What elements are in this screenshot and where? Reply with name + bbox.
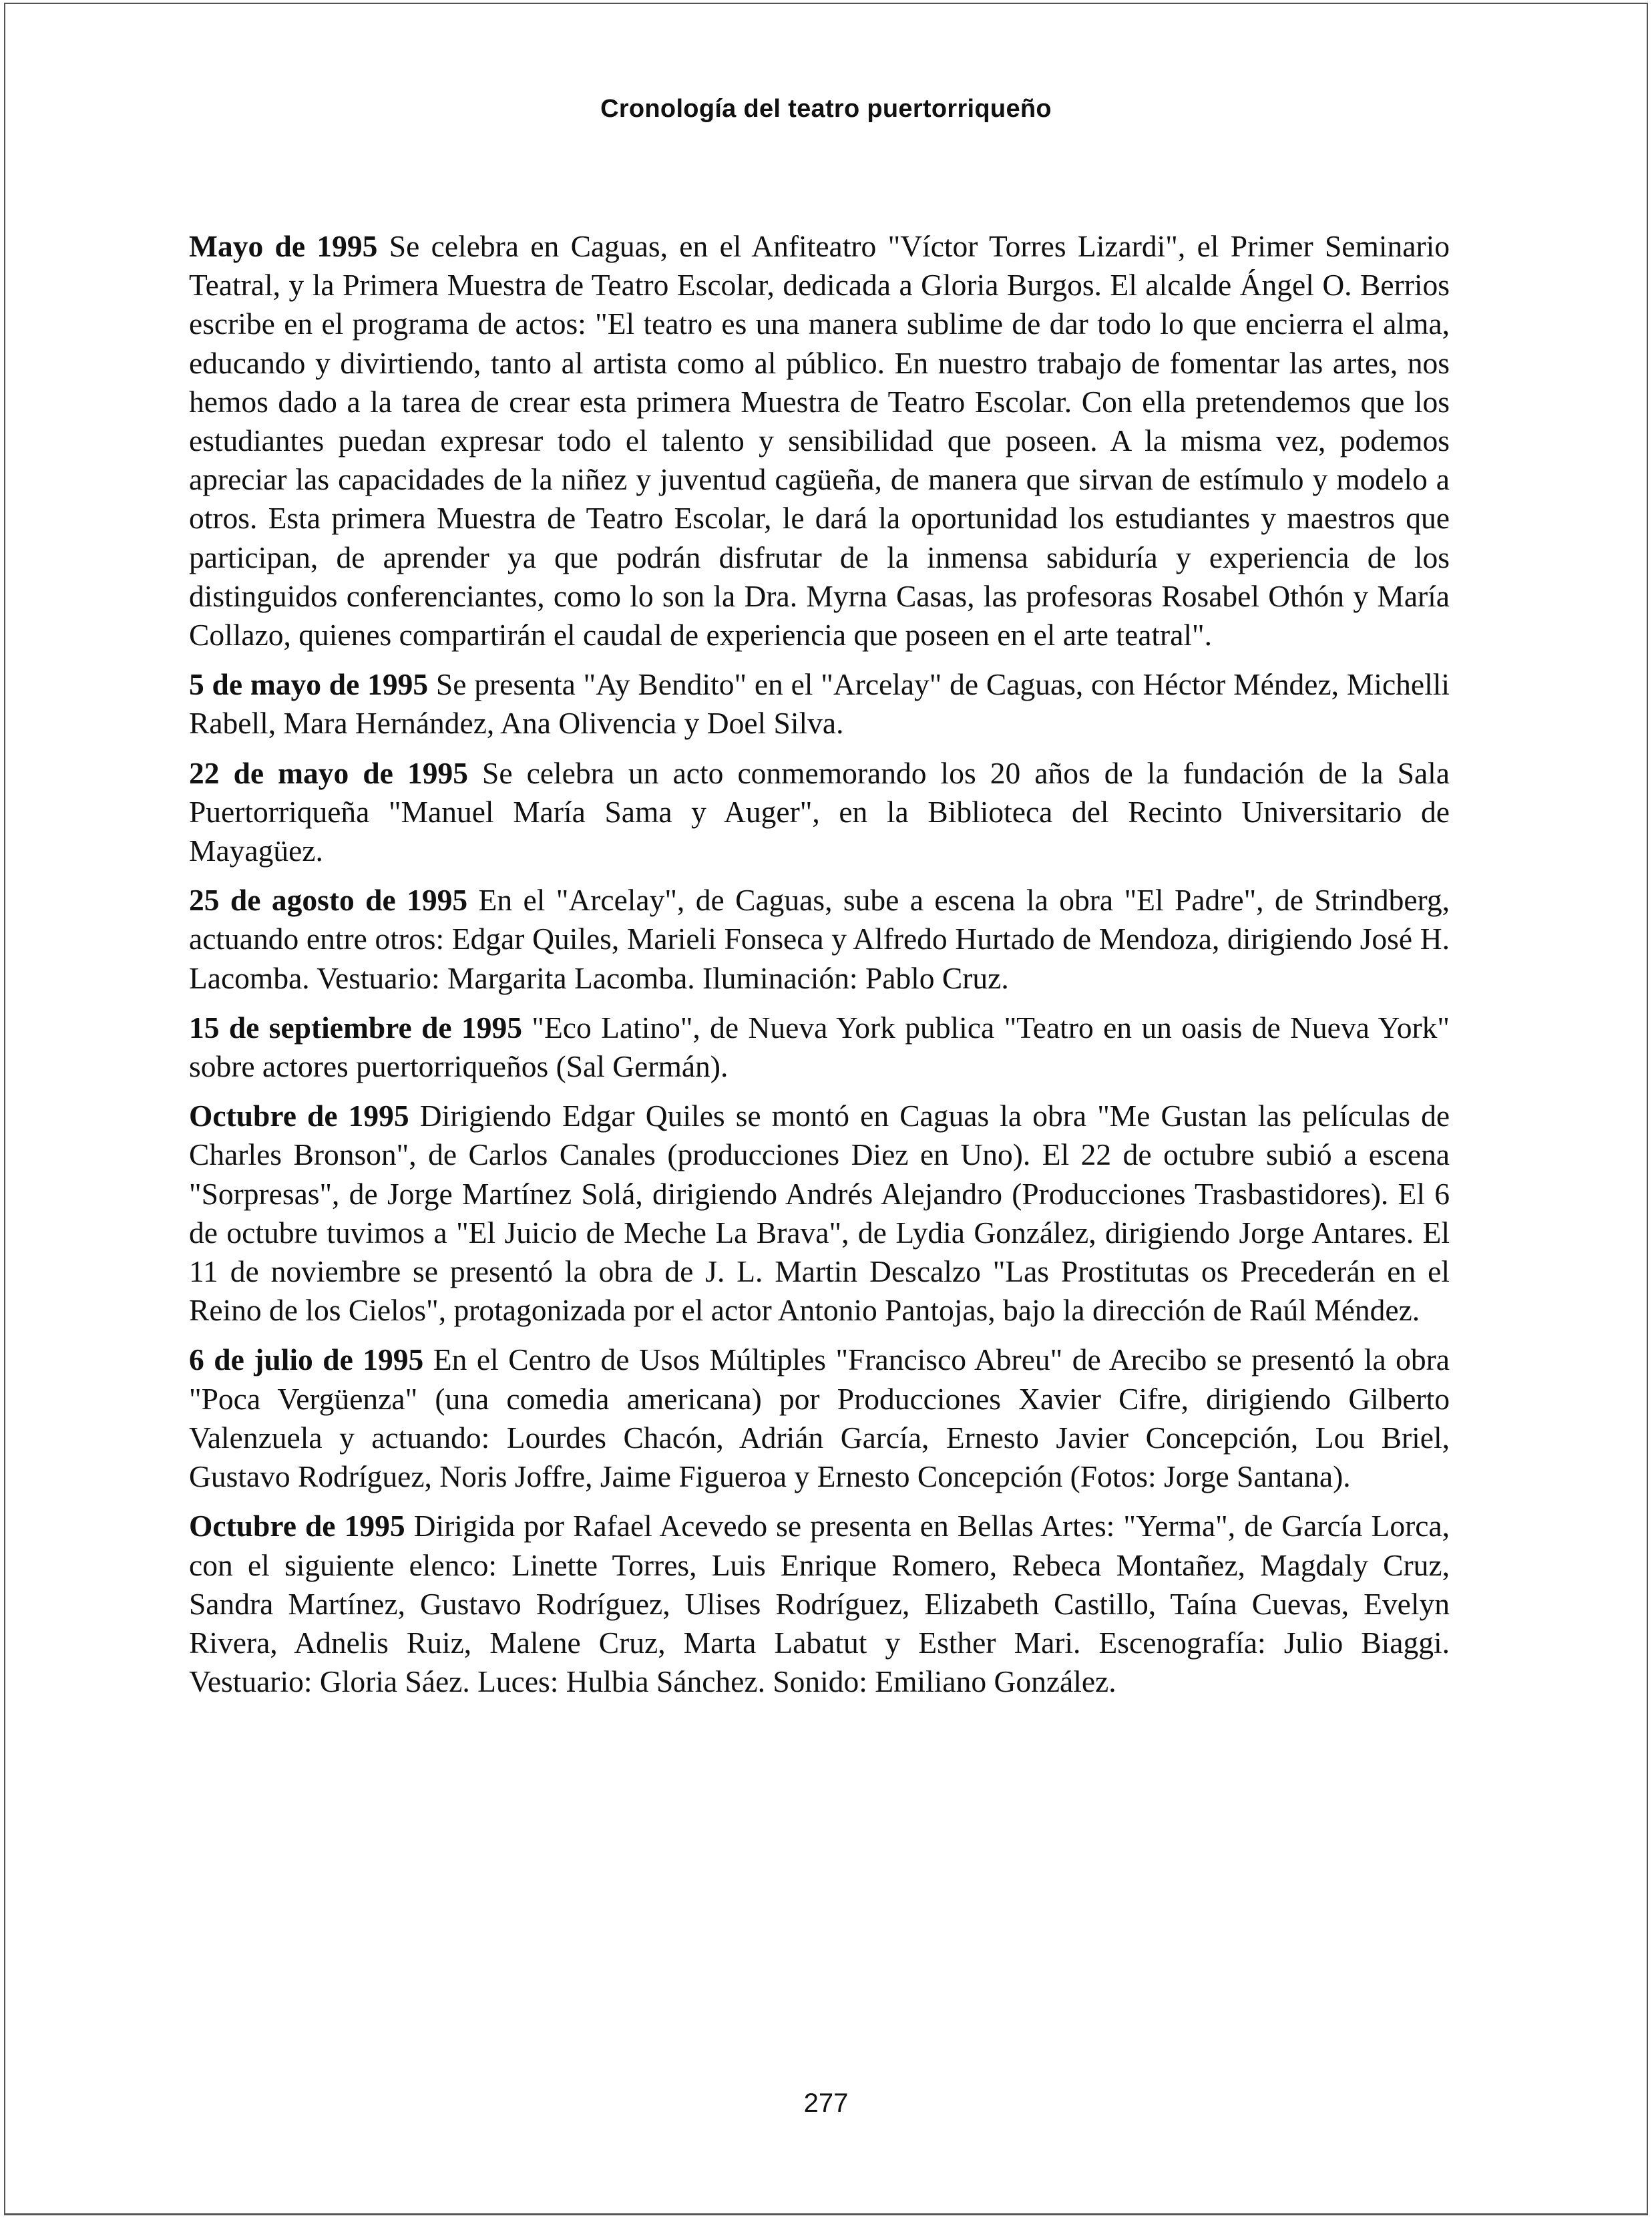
entry-date: Octubre de 1995 — [189, 1509, 405, 1543]
entry-text: Se celebra en Caguas, en el Anfiteatro "Víctor Torres Lizardi", el Primer Seminario Teatral, y la Primera Muestra de Teatro Escolar, dedicada a Gloria Burgos. El alcalde Ángel O. Berrios escribe en el programa de actos: "El teatro es una manera sublime de dar todo lo que encierra el alma, educando y divirtiendo, tanto al artista como al público. En nuestro trabajo de fomentar las artes, nos hemos dado a la tarea de crear esta primera Muestra de Teatro Escolar. Con ella pretendemos que los estudiantes puedan expresar todo el talento y sensibilidad que poseen. A la misma vez, podemos apreciar las capacidades de la niñez y juventud cagüeña, de manera que sirvan de estímulo y modelo a otros. Esta primera Muestra de Teatro Escolar, le dará la oportunidad los estudiantes y maestros que participan, de aprender ya que podrán disfrutar de la inmensa sabiduría y experiencia de los distinguidos conferenciantes, como lo son la Dra. Myrna Casas, las profesoras Rosabel Othón y María Collazo, quienes compartirán el caudal de experiencia que poseen en el arte teatral". — [189, 229, 1450, 653]
chronology-entry — [189, 754, 1450, 871]
entry-date: 6 de julio de 1995 — [189, 1342, 424, 1377]
entry-text: Dirigida por Rafael Acevedo se presenta en Bellas Artes: "Yerma", de García Lorca, con el siguiente elenco: Linette Torres, Luis Enrique Romero, Rebeca Montañez, Magdaly Cruz, Sandra Martínez, Gustavo Rodríguez, Ulises Rodríguez, Elizabeth Castillo, Taína Cuevas, Evelyn Rivera, Adnelis Ruiz, Malene Cruz, Marta Labatut y Esther Mari. Escenografía: Julio Biaggi. Vestuario: Gloria Sáez. Luces: Hulbia Sánchez. Sonido: Emiliano González. — [189, 1509, 1450, 1699]
entry-text: "Eco Latino", de Nueva York publica "Teatro en un oasis de Nueva York" sobre actores puertorriqueños (Sal Germán). — [189, 1010, 1450, 1084]
chronology-body — [189, 227, 1450, 1712]
page-number: 277 — [803, 2088, 849, 2118]
chronology-entry — [189, 1507, 1450, 1701]
entry-text: En el Centro de Usos Múltiples "Francisco Abreu" de Arecibo se presentó la obra "Poca Vergüenza" (una comedia americana) por Producciones Xavier Cifre, dirigiendo Gilberto Valenzuela y actuando: Lourdes Chacón, Adrián García, Ernesto Javier Concepción, Lou Briel, Gustavo Rodríguez, Noris Joffre, Jaime Figueroa y Ernesto Concepción (Fotos: Jorge Santana). — [189, 1342, 1450, 1494]
entry-date: 25 de agosto de 1995 — [189, 883, 468, 918]
chronology-entry — [189, 1340, 1450, 1496]
entry-text: Se celebra un acto conmemorando los 20 años de la fundación de la Sala Puertorriqueña "Manuel María Sama y Auger", en la Biblioteca del Recinto Universitario de Mayagüez. — [189, 755, 1450, 868]
entry-date: 15 de septiembre de 1995 — [189, 1010, 522, 1045]
chronology-entry — [189, 665, 1450, 743]
entry-date: Octubre de 1995 — [189, 1099, 409, 1133]
entry-date: Mayo de 1995 — [189, 229, 378, 263]
chronology-entry — [189, 1097, 1450, 1330]
chronology-entry — [189, 1008, 1450, 1086]
chronology-entry — [189, 881, 1450, 998]
chronology-entry — [189, 227, 1450, 655]
entry-text: En el "Arcelay", de Caguas, sube a escena la obra "El Padre", de Strindberg, actuando entre otros: Edgar Quiles, Marieli Fonseca y Alfredo Hurtado de Mendoza, dirigiendo José H. Lacomba. Vestuario: Margarita Lacomba. Iluminación: Pablo Cruz. — [189, 883, 1450, 995]
entry-text: Se presenta "Ay Bendito" en el "Arcelay" de Caguas, con Héctor Méndez, Michelli Rabell, Mara Hernández, Ana Olivencia y Doel Silva. — [189, 667, 1450, 741]
running-head-title: Cronología del teatro puertorriqueño — [600, 95, 1052, 123]
entry-date: 22 de mayo de 1995 — [189, 755, 468, 790]
entry-text: Dirigiendo Edgar Quiles se montó en Caguas la obra "Me Gustan las películas de Charles Bronson", de Carlos Canales (producciones Diez en Uno). El 22 de octubre subió a escena "Sorpresas", de Jorge Martínez Solá, dirigiendo Andrés Alejandro (Producciones Trasbastidores). El 6 de octubre tuvimos a "El Juicio de Meche La Brava", de Lydia González, dirigiendo Jorge Antares. El 11 de noviembre se presentó la obra de J. L. Martin Descalzo "Las Prostitutas os Precederán en el Reino de los Cielos", protagonizada por el actor Antonio Pantojas, bajo la dirección de Raúl Méndez. — [189, 1099, 1450, 1328]
entry-date: 5 de mayo de 1995 — [189, 667, 429, 702]
